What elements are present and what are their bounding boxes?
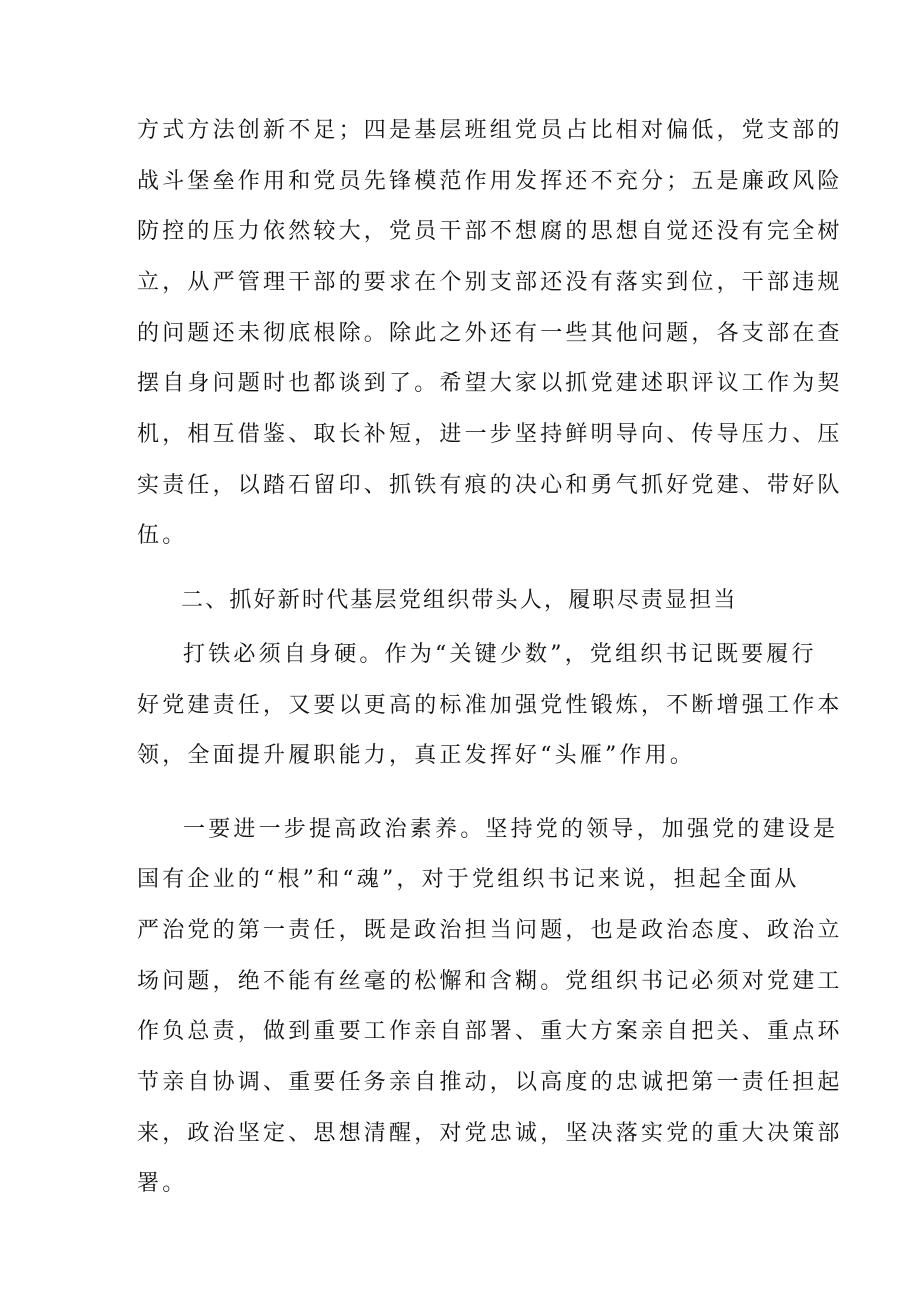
text-line: 伍。 (137, 523, 188, 548)
text-line: 防控的压力依然较大，党员干部不想腐的思想自觉还没有完全树 (137, 219, 843, 244)
text-line: 署。 (137, 1171, 188, 1196)
text-line: 好党建责任，又要以更高的标准加强党性锻炼，不断增强工作本 (137, 693, 843, 718)
text-line: 场问题，绝不能有丝毫的松懈和含糊。党组织书记必须对党建工 (137, 969, 843, 994)
text-line: 国有企业的“根”和“魂”，对于党组织书记来说，担起全面从 (137, 867, 800, 892)
text-line: 战斗堡垒作用和党员先锋模范作用发挥还不充分；五是廉政风险 (137, 169, 843, 194)
text-line: 机，相互借鉴、取长补短，进一步坚持鲜明导向、传导压力、压 (137, 422, 843, 447)
text-line: 一要进一步提高政治素养。坚持党的领导，加强党的建设是 (183, 817, 839, 842)
section-heading: 二、抓好新时代基层党组织带头人，履职尽责显担当 (181, 588, 738, 613)
text-line: 严治党的第一责任，既是政治担当问题，也是政治态度、政治立 (137, 918, 843, 943)
text-line: 节亲自协调、重要任务亲自推动，以高度的忠诚把第一责任担起 (137, 1070, 843, 1095)
text-line: 摆自身问题时也都谈到了。希望大家以抓党建述职评议工作为契 (137, 371, 843, 396)
text-line: 的问题还未彻底根除。除此之外还有一些其他问题，各支部在查 (137, 321, 843, 346)
text-line: 立，从严管理干部的要求在个别支部还没有落实到位，干部违规 (137, 270, 843, 295)
text-line: 打铁必须自身硬。作为“关键少数”，党组织书记既要履行 (183, 642, 817, 667)
text-line: 方式方法创新不足；四是基层班组党员占比相对偏低，党支部的 (137, 118, 843, 143)
text-line: 来，政治坚定、思想清醒，对党忠诚，坚决落实党的重大决策部 (137, 1121, 843, 1146)
text-line: 作负总责，做到重要工作亲自部署、重大方案亲自把关、重点环 (137, 1019, 843, 1044)
text-line: 实责任，以踏石留印、抓铁有痕的决心和勇气抓好党建、带好队 (137, 473, 843, 498)
text-line: 领，全面提升履职能力，真正发挥好“头雁”作用。 (137, 743, 696, 768)
